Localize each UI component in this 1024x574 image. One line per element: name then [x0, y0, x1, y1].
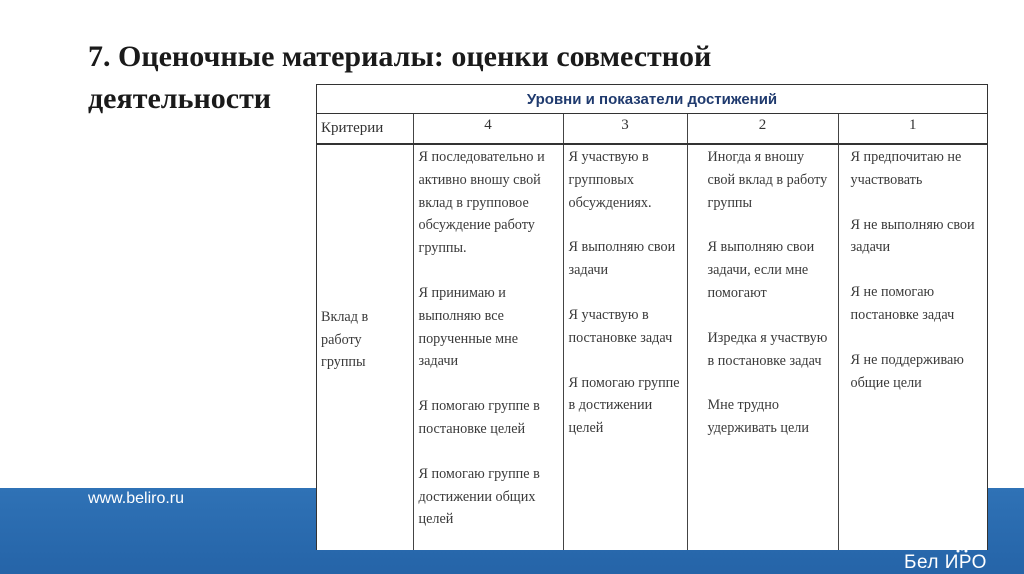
table-header: Уровни и показатели достижений	[317, 85, 987, 113]
level-2-cell	[687, 144, 838, 550]
level-3-cell	[563, 144, 687, 550]
achievement-table	[316, 84, 988, 550]
level-1-item: Я предпочитаю не участвовать	[850, 149, 962, 188]
level-2-item: Иногда я вношу свой вклад в работу группы	[707, 149, 828, 211]
table-row	[317, 144, 987, 550]
level-1-item: Я не выполняю свои задачи	[850, 216, 975, 256]
level-1-item: Я не помогаю постановке задач	[850, 284, 955, 323]
level-3-item: Я выполняю свои задачи	[568, 239, 676, 279]
level-1-item: Я не поддерживаю общие цели	[850, 351, 964, 391]
level-3-item: Я участвую в постановке задач	[568, 306, 673, 346]
beliro-logo: Бел ИРО	[904, 552, 987, 573]
level-3-item: Я участвую в групповых обсуждениях.	[568, 149, 652, 211]
level-4-item: Я помогаю группе в постановке целей	[418, 398, 540, 437]
level-2-item: Я выполняю свои задачи, если мне помогают	[707, 239, 815, 301]
level-1-header: 1	[838, 113, 987, 144]
level-4-item: Я помогаю группе в достижении общих целей	[418, 465, 540, 528]
criteria-header: Критерии	[317, 113, 413, 144]
slide-title: 7. Оценочные материалы: оценки совместной деятельности	[88, 40, 712, 115]
level-4-header: 4	[413, 113, 563, 144]
level-2-header: 2	[687, 113, 838, 144]
level-3-header: 3	[563, 113, 687, 144]
level-4-item: Я принимаю и выполняю все порученные мне задачи	[418, 284, 519, 370]
level-3-item: Я помогаю группе в достижении целей	[568, 374, 680, 437]
level-4-cell	[413, 144, 563, 550]
level-4-item: Я последовательно и активно вношу свой вклад в групповое обсуждение работу группы.	[418, 149, 545, 257]
level-2-item: Мне трудно удерживать цели	[707, 397, 809, 437]
level-2-item: Изредка я участвую в постановке задач	[707, 329, 828, 369]
row-label: Вклад в работу группы	[321, 308, 369, 371]
level-1-cell	[838, 144, 987, 550]
footer-url[interactable]: www.beliro.ru	[88, 490, 185, 507]
